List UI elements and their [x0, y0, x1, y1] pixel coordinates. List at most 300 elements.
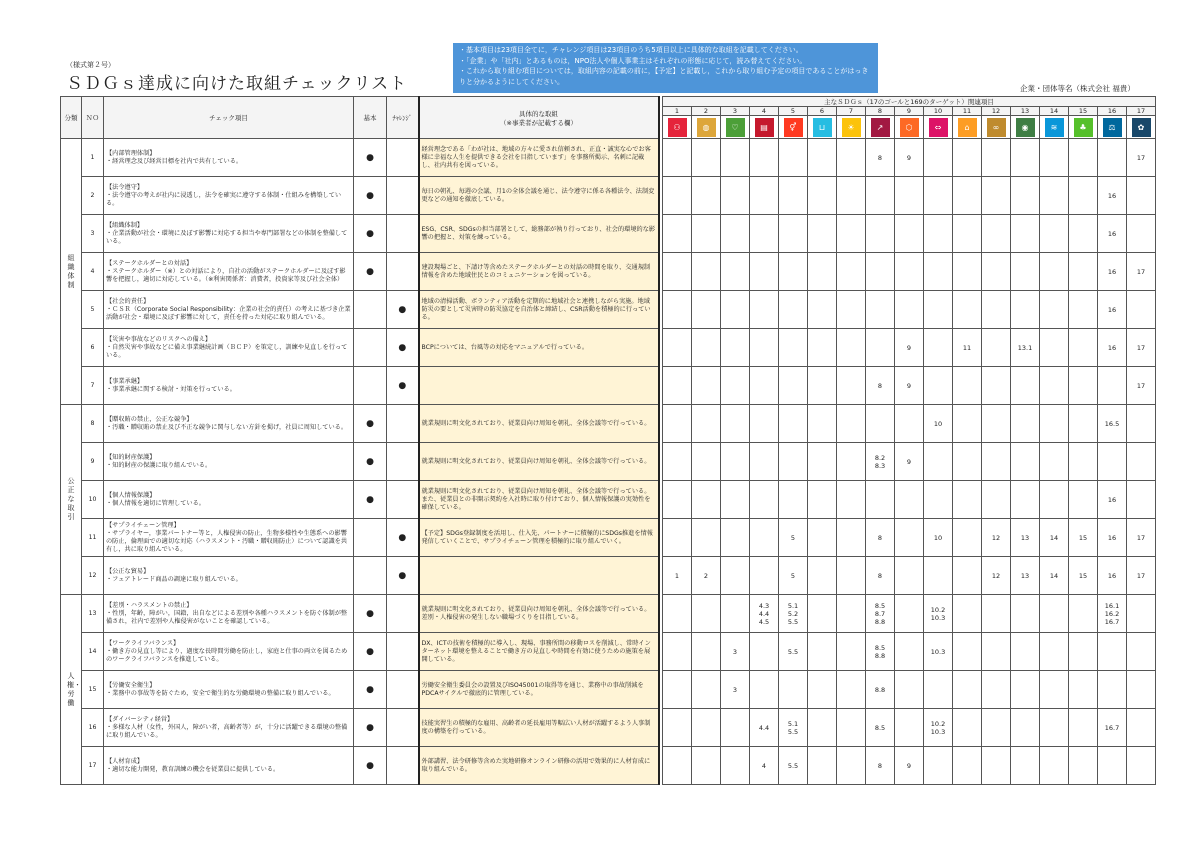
sdg-target-cell — [808, 177, 837, 215]
sdg-target-cell — [895, 709, 924, 747]
challenge-mark — [387, 709, 419, 747]
sdg-target-cell — [1040, 709, 1069, 747]
goal-number: 12 — [982, 107, 1011, 116]
sdg-target-cell — [866, 177, 895, 215]
table-row — [61, 139, 1156, 177]
sdg-goal-icon: ⚥ — [784, 118, 803, 137]
sdg-target-cell — [1069, 709, 1098, 747]
sdg-target-cell — [779, 329, 808, 367]
sdg-target-cell — [692, 253, 721, 291]
row-number: 4 — [82, 253, 104, 291]
sdg-target-cell — [837, 291, 866, 329]
example-input[interactable]: 労働安全衛生委員会の設置及びISO45001の取得等を通じ、業務中の事故削減をPDCAサイクルで徹底的に管理している。 — [419, 671, 659, 709]
sdg-goal-icon: ↗ — [871, 118, 890, 137]
goal-number: 4 — [750, 107, 779, 116]
sdg-target-cell — [1127, 595, 1156, 633]
sdg-target-cell — [1040, 253, 1069, 291]
sdg-target-cell — [663, 481, 692, 519]
goal-number: 9 — [895, 107, 924, 116]
goal-icon-cell — [750, 116, 779, 139]
sdg-target-cell — [895, 671, 924, 709]
sdg-target-cell: 16 — [1098, 291, 1127, 329]
sdg-target-cell — [895, 595, 924, 633]
sdg-target-cell — [837, 177, 866, 215]
sdg-target-cell: 2 — [692, 557, 721, 595]
sdg-target-cell — [1011, 747, 1040, 785]
check-item: 【災害や事故などのリスクへの備え】 ・自然災害や事故などに備え事業継続計画（ＢＣＰ）を策定し，訓練や見直しを行っている。 — [104, 329, 354, 367]
sdg-target-cell — [1069, 405, 1098, 443]
sdg-target-cell — [721, 139, 750, 177]
basic-mark — [354, 519, 387, 557]
sdg-target-cell — [1127, 633, 1156, 671]
checklist-table — [60, 96, 1156, 785]
sdg-target-cell: 4.4 — [750, 709, 779, 747]
sdg-target-cell — [779, 367, 808, 405]
sdg-target-cell — [1069, 671, 1098, 709]
challenge-mark: ● — [387, 291, 419, 329]
basic-mark: ● — [354, 177, 387, 215]
goal-icon-cell — [779, 116, 808, 139]
basic-mark: ● — [354, 405, 387, 443]
goal-number: 3 — [721, 107, 750, 116]
check-item: 【組織体制】 ・企業活動が社会・環境に及ぼす影響に対応する担当や専門部署などの体制を整備している。 — [104, 215, 354, 253]
sdg-target-cell — [837, 557, 866, 595]
goal-number: 14 — [1040, 107, 1069, 116]
sdg-target-cell: 17 — [1127, 329, 1156, 367]
goal-icon-cell — [924, 116, 953, 139]
example-input[interactable]: 地域の清掃活動、ボランティア活動を定期的に地域社会と連携しながら実施。地域防災の要として災害時の防災協定を自治体と締結し、CSR活動を積極的に行っている。 — [419, 291, 659, 329]
example-input[interactable]: 就業規則に明文化されており、従業員向け周知を朝礼、全体会議等で行っている。 — [419, 443, 659, 481]
sdg-target-cell — [837, 443, 866, 481]
sdg-target-cell — [837, 709, 866, 747]
sdg-target-cell — [808, 139, 837, 177]
goal-number: 10 — [924, 107, 953, 116]
sdg-target-cell — [692, 329, 721, 367]
col-no: ＮＯ — [82, 97, 104, 139]
sdg-target-cell — [895, 291, 924, 329]
sdg-target-cell — [1040, 633, 1069, 671]
sdg-target-cell: 16.5 — [1098, 405, 1127, 443]
sdg-target-cell — [924, 253, 953, 291]
sdg-target-cell: 10.2 10.3 — [924, 709, 953, 747]
sdg-target-cell — [1040, 747, 1069, 785]
table-row — [61, 557, 1156, 595]
sdg-target-cell: 5.5 — [779, 747, 808, 785]
sdg-target-cell — [1011, 633, 1040, 671]
sdg-target-cell — [779, 215, 808, 253]
basic-mark: ● — [354, 481, 387, 519]
company-name: 企業・団体等名（株式会社 福貴） — [1020, 84, 1135, 93]
row-number: 12 — [82, 557, 104, 595]
basic-mark: ● — [354, 139, 387, 177]
challenge-mark — [387, 633, 419, 671]
sdg-target-cell — [692, 367, 721, 405]
sdg-target-cell — [750, 215, 779, 253]
sdg-goal-icon: ⌂ — [958, 118, 977, 137]
goal-icon-cell — [1127, 116, 1156, 139]
sdg-target-cell: 8 — [866, 747, 895, 785]
sdg-goal-icon: ▤ — [755, 118, 774, 137]
sdg-target-cell — [895, 215, 924, 253]
sdg-target-cell: 12 — [982, 519, 1011, 557]
sdg-target-cell — [750, 405, 779, 443]
goal-number: 11 — [953, 107, 982, 116]
challenge-mark — [387, 747, 419, 785]
sdg-goal-icon: ◉ — [1016, 118, 1035, 137]
sdg-target-cell — [692, 709, 721, 747]
goal-icon-cell — [692, 116, 721, 139]
sdg-target-cell — [837, 747, 866, 785]
sdg-target-cell — [663, 367, 692, 405]
sdg-target-cell — [1011, 253, 1040, 291]
sdg-target-cell — [808, 557, 837, 595]
basic-mark: ● — [354, 671, 387, 709]
basic-mark: ● — [354, 633, 387, 671]
sdg-target-cell — [779, 139, 808, 177]
sdg-target-cell — [721, 481, 750, 519]
sdg-target-cell — [779, 177, 808, 215]
goal-icon-cell — [721, 116, 750, 139]
sdg-target-cell — [750, 443, 779, 481]
example-input[interactable] — [419, 557, 659, 595]
sdg-target-cell — [1011, 595, 1040, 633]
sdg-target-cell: 14 — [1040, 519, 1069, 557]
sdg-target-cell — [663, 443, 692, 481]
sdg-target-cell: 8.5 — [866, 709, 895, 747]
sdg-target-cell — [982, 215, 1011, 253]
sdg-target-cell — [663, 291, 692, 329]
row-number: 17 — [82, 747, 104, 785]
category-cell: 組織体制 — [61, 139, 82, 405]
basic-mark: ● — [354, 709, 387, 747]
row-number: 10 — [82, 481, 104, 519]
sdg-target-cell: 16 — [1098, 215, 1127, 253]
goal-number: 15 — [1069, 107, 1098, 116]
challenge-mark: ● — [387, 557, 419, 595]
check-item: 【公正な貿易】 ・フェアトレード商品の調達に取り組んでいる。 — [104, 557, 354, 595]
sdg-target-cell: 8.2 8.3 — [866, 443, 895, 481]
sdg-target-cell: 3 — [721, 633, 750, 671]
check-item: 【内部管理体制】 ・経営理念及び経営目標を社内で共有している。 — [104, 139, 354, 177]
goal-number: 16 — [1098, 107, 1127, 116]
example-input[interactable]: DX、ICTの技術を積極的に導入し、現場、事務所間の移動ロスを削減し、常時インターネット環境を整えることで働き方の見直しや時間を有効に使うための施策を展開している。 — [419, 633, 659, 671]
example-input[interactable]: 毎日の朝礼、毎週の会議、月1の全体会議を通じ、法令遵守に係る各種法令、法制変更などの通知を徹底している。 — [419, 177, 659, 215]
notice-line: ・「企業」や「社内」とあるものは，NPO法人や個人事業主はそれぞれの形態に応じて，読み替えてください。 — [459, 56, 807, 65]
sdg-target-cell — [663, 329, 692, 367]
sdg-target-cell — [779, 291, 808, 329]
sdg-target-cell — [895, 253, 924, 291]
sdg-target-cell — [953, 481, 982, 519]
sdg-target-cell — [982, 329, 1011, 367]
sdg-target-cell — [1069, 481, 1098, 519]
sdg-target-cell — [837, 329, 866, 367]
table-row — [61, 405, 1156, 443]
sdg-target-cell — [721, 519, 750, 557]
sdg-target-cell — [1011, 405, 1040, 443]
example-input[interactable]: 【予定】SDGs登録制度を活用し、仕入先、パートナーに積極的にSDGs推進を情報発信していくことで、サプライチェーン管理を積極的に取り組んでいく。 — [419, 519, 659, 557]
sdg-target-cell — [808, 519, 837, 557]
basic-mark — [354, 291, 387, 329]
sdg-target-cell — [692, 443, 721, 481]
sdg-goal-icon: ☀ — [842, 118, 861, 137]
goal-number: 17 — [1127, 107, 1156, 116]
sdg-goal-icon: ≋ — [1045, 118, 1064, 137]
sdg-target-cell — [750, 329, 779, 367]
sdg-target-cell — [750, 519, 779, 557]
sdg-target-cell — [1011, 709, 1040, 747]
sdg-target-cell — [721, 709, 750, 747]
sdg-target-cell — [924, 747, 953, 785]
sdg-goal-icon: ⬡ — [900, 118, 919, 137]
sdg-target-cell — [837, 215, 866, 253]
sdg-target-cell — [982, 177, 1011, 215]
col-category: 分類 — [61, 97, 82, 139]
sdg-target-cell — [1040, 481, 1069, 519]
goal-icon-cell — [837, 116, 866, 139]
sdg-target-cell — [1069, 215, 1098, 253]
sdg-target-cell: 4.3 4.4 4.5 — [750, 595, 779, 633]
sdg-target-cell — [1098, 671, 1127, 709]
sdg-target-cell — [1011, 443, 1040, 481]
challenge-mark: ● — [387, 519, 419, 557]
notice-box — [453, 43, 878, 93]
sdg-target-cell — [895, 519, 924, 557]
check-item: 【サプライチェーン管理】 ・サプライヤー，事業パートナー等と，人権侵害の防止，生物多様性や生態系への影響の防止，倫理面での適切な対応（ハラスメント・汚職・贈収賄防止）について認識を共有し，共に取り組んでいる。 — [104, 519, 354, 557]
sdg-target-cell — [721, 253, 750, 291]
goal-number: 1 — [663, 107, 692, 116]
sdg-target-cell — [721, 291, 750, 329]
sdg-target-cell — [1040, 595, 1069, 633]
sdg-target-cell — [837, 481, 866, 519]
sdg-target-cell — [663, 405, 692, 443]
goal-number: 13 — [1011, 107, 1040, 116]
sdg-target-cell — [721, 595, 750, 633]
sdg-target-cell — [808, 291, 837, 329]
form-number: （様式第２号） — [66, 61, 115, 69]
sdg-target-cell — [663, 747, 692, 785]
row-number: 11 — [82, 519, 104, 557]
sdg-target-cell — [663, 253, 692, 291]
sdg-target-cell — [808, 595, 837, 633]
sdg-target-cell — [866, 405, 895, 443]
sdg-target-cell — [721, 329, 750, 367]
sdg-target-cell — [779, 443, 808, 481]
sdg-target-cell: 10.3 — [924, 633, 953, 671]
example-input[interactable]: 技能実習生の積極的な雇用、高齢者の延長雇用等幅広い人材が活躍するよう人事制度の構築を行っている。 — [419, 709, 659, 747]
goal-icon-cell — [663, 116, 692, 139]
table-row — [61, 443, 1156, 481]
sdg-target-cell: 16.1 16.2 16.7 — [1098, 595, 1127, 633]
sdg-target-cell — [982, 633, 1011, 671]
sdg-target-cell: 16 — [1098, 253, 1127, 291]
sdg-goal-icon: ⚖ — [1103, 118, 1122, 137]
sdg-target-cell: 13.1 — [1011, 329, 1040, 367]
example-input[interactable]: 就業規則に明文化されており、従業員向け周知を朝礼、全体会議等で行っている。差別・人権侵害の発生しない職場づくりを目指している。 — [419, 595, 659, 633]
sdg-target-cell — [750, 671, 779, 709]
sdg-target-cell — [953, 557, 982, 595]
sdg-target-cell: 17 — [1127, 557, 1156, 595]
table-row — [61, 177, 1156, 215]
sdg-target-cell: 5.1 5.5 — [779, 709, 808, 747]
sdg-target-cell: 10 — [924, 405, 953, 443]
sdg-target-cell: 5.5 — [779, 633, 808, 671]
table-row — [61, 747, 1156, 785]
col-check: チェック項目 — [104, 97, 354, 139]
sdg-target-cell — [1069, 291, 1098, 329]
sdg-target-cell — [982, 139, 1011, 177]
sdg-target-cell — [663, 595, 692, 633]
notice-line: ・基本項目は23項目全てに，チャレンジ項目は23項目のうち5項目以上に具体的な取組を記載してください。 — [459, 46, 803, 54]
goal-icon-cell — [1069, 116, 1098, 139]
sdg-target-cell — [808, 253, 837, 291]
row-number: 1 — [82, 139, 104, 177]
sdg-target-cell — [895, 481, 924, 519]
challenge-mark — [387, 177, 419, 215]
sdg-target-cell: 17 — [1127, 139, 1156, 177]
sdg-target-cell — [866, 291, 895, 329]
check-item: 【労働安全衛生】 ・業務中の事故等を防ぐため，安全で衛生的な労働環境の整備に取り組んでいる。 — [104, 671, 354, 709]
sdg-target-cell — [692, 215, 721, 253]
sdg-target-cell — [1098, 139, 1127, 177]
sdg-target-cell — [1011, 177, 1040, 215]
sdg-target-cell: 8.8 — [866, 671, 895, 709]
row-number: 13 — [82, 595, 104, 633]
sdg-target-cell: 11 — [953, 329, 982, 367]
basic-mark: ● — [354, 595, 387, 633]
sdg-target-cell — [895, 633, 924, 671]
sdg-target-cell — [1040, 405, 1069, 443]
sdg-target-cell — [924, 177, 953, 215]
sdg-target-cell — [866, 215, 895, 253]
sdg-target-cell — [924, 139, 953, 177]
sdg-target-cell — [779, 481, 808, 519]
sdg-goal-icon: ◍ — [697, 118, 716, 137]
sdg-target-cell — [750, 291, 779, 329]
sdg-target-cell — [837, 367, 866, 405]
example-input[interactable]: 建設現場ごと、下請け等含めたステークホルダーとの対話の時間を取り、交通規制情報を含めた地域住民とのコミュニケーションを図っている。 — [419, 253, 659, 291]
sdg-target-cell — [750, 481, 779, 519]
sdg-target-cell — [692, 747, 721, 785]
sdg-target-cell: 10 — [924, 519, 953, 557]
sdg-target-cell — [1040, 215, 1069, 253]
sdg-target-cell: 16 — [1098, 329, 1127, 367]
sdg-target-cell — [808, 747, 837, 785]
sdg-target-cell — [924, 291, 953, 329]
sdg-target-cell — [808, 633, 837, 671]
example-input[interactable] — [419, 367, 659, 405]
sdg-target-cell — [837, 405, 866, 443]
example-input[interactable]: 外部講習、法令研修等含めた実地研修オンライン研修の活用で効果的に人材育成に取り組んでいる。 — [419, 747, 659, 785]
sdg-target-cell — [1011, 291, 1040, 329]
sdg-target-cell — [663, 519, 692, 557]
check-item: 【法令遵守】 ・法令遵守の考えが社内に浸透し，法令を確実に遵守する体制・仕組みを構築している。 — [104, 177, 354, 215]
sdg-target-cell: 17 — [1127, 519, 1156, 557]
sdg-target-cell: 15 — [1069, 519, 1098, 557]
example-input[interactable]: 就業規則に明文化されており、従業員向け周知を朝礼、全体会議等で行っている。また、従業員との非開示契約を入社時に取り付けており、個人情報保護の実効性を確保している。 — [419, 481, 659, 519]
sdg-target-cell — [982, 367, 1011, 405]
sdg-target-cell — [1069, 595, 1098, 633]
sdg-target-cell — [1098, 633, 1127, 671]
sdg-target-cell — [663, 215, 692, 253]
sdg-target-cell — [982, 443, 1011, 481]
challenge-mark — [387, 253, 419, 291]
sdg-target-cell — [692, 481, 721, 519]
sdg-target-cell — [663, 177, 692, 215]
check-item: 【ダイバーシティ経営】 ・多様な人材（女性，外国人，障がい者，高齢者等）が，十分に活躍できる環境の整備に取り組んでいる。 — [104, 709, 354, 747]
table-row — [61, 215, 1156, 253]
example-input[interactable]: 就業規則に明文化されており、従業員向け周知を朝礼、全体会議等で行っている。 — [419, 405, 659, 443]
challenge-mark — [387, 405, 419, 443]
goal-icon-cell — [895, 116, 924, 139]
example-input[interactable]: ESG、CSR、SDGsの担当部署として、総務部が執り行っており、社会的環境的な影響の把握と、対策を練っている。 — [419, 215, 659, 253]
sdg-target-cell — [1069, 253, 1098, 291]
table-row — [61, 329, 1156, 367]
col-example-sub: （※事業者が記載する欄） — [500, 118, 577, 127]
sdg-target-cell — [953, 405, 982, 443]
sdg-target-cell — [750, 557, 779, 595]
check-item: 【ステークホルダーとの対話】 ・ステークホルダー（※）との対話により，自社の活動がステークホルダーに及ぼす影響を把握し，適切に対応している。（※利害関係者：消費者，投資家等及び社会全体） — [104, 253, 354, 291]
sdg-target-cell: 16 — [1098, 557, 1127, 595]
sdg-target-cell — [982, 405, 1011, 443]
goal-icon-cell — [808, 116, 837, 139]
sdg-target-cell — [837, 633, 866, 671]
sdg-target-cell — [953, 215, 982, 253]
sdg-target-cell: 8 — [866, 367, 895, 405]
sdg-target-cell — [1011, 671, 1040, 709]
check-item: 【事業承継】 ・事業承継に関する検討・対策を行っている。 — [104, 367, 354, 405]
table-row — [61, 709, 1156, 747]
sdg-target-cell — [1040, 177, 1069, 215]
sdg-target-cell — [692, 595, 721, 633]
row-number: 9 — [82, 443, 104, 481]
goal-icon-cell — [1011, 116, 1040, 139]
sdg-target-cell — [750, 139, 779, 177]
goal-number: 2 — [692, 107, 721, 116]
sdg-target-cell — [721, 215, 750, 253]
sdg-target-cell — [1127, 709, 1156, 747]
sdg-target-cell — [953, 177, 982, 215]
sdg-target-cell: 10.2 10.3 — [924, 595, 953, 633]
category-cell: 公正な取引 — [61, 405, 82, 595]
table-row — [61, 291, 1156, 329]
sdg-target-cell — [982, 253, 1011, 291]
sdg-target-cell — [1040, 329, 1069, 367]
sdg-target-cell — [692, 405, 721, 443]
sdg-target-cell: 8.5 8.8 — [866, 633, 895, 671]
sdg-target-cell — [866, 329, 895, 367]
row-number: 16 — [82, 709, 104, 747]
sdg-target-cell — [1011, 481, 1040, 519]
row-number: 8 — [82, 405, 104, 443]
sdg-target-cell — [953, 253, 982, 291]
table-row — [61, 367, 1156, 405]
sdg-target-cell — [1011, 367, 1040, 405]
goal-icon-cell — [953, 116, 982, 139]
challenge-mark: ● — [387, 367, 419, 405]
sdg-target-cell — [1069, 367, 1098, 405]
sdg-target-cell — [924, 329, 953, 367]
challenge-mark — [387, 481, 419, 519]
sdg-target-cell: 16 — [1098, 177, 1127, 215]
sdg-target-cell — [866, 481, 895, 519]
col-basic: 基本 — [354, 97, 387, 139]
sdg-target-cell: 8 — [866, 519, 895, 557]
example-input[interactable]: BCPについては、台風等の対応をマニュアルで行っている。 — [419, 329, 659, 367]
sdg-target-cell — [1127, 291, 1156, 329]
example-input[interactable]: 経営理念である「わが社は、地域の方々に愛され信頼され、正直・誠実な心でお客様に幸福な人生を提供できる会社を目指しています」を事務所掲示、名刺に記載し、社内共有を図っている。 — [419, 139, 659, 177]
sdg-target-cell: 9 — [895, 139, 924, 177]
sdg-target-cell — [924, 367, 953, 405]
